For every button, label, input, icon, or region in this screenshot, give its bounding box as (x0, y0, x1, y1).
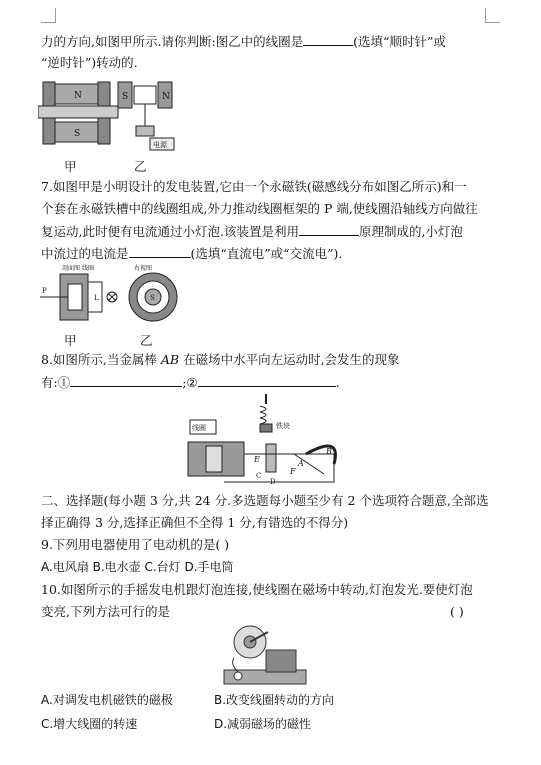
section2-heading-line-1: 二、选择题(每小题 3 分,共 24 分.多选题每小题至少有 2 个选项符合题意,全部选 (41, 493, 489, 508)
q6-answer-blank[interactable] (303, 33, 353, 46)
q6-line-1 (41, 33, 446, 50)
q9-stem: 9.下列用电器使用了电动机的是( ) (41, 537, 230, 552)
svg-text:右视图: 右视图 (134, 265, 153, 272)
q10-option-b[interactable]: B.改变线圈转动的方向 (214, 693, 335, 707)
svg-text:S: S (122, 92, 129, 102)
svg-text:P: P (42, 287, 47, 295)
svg-text:F: F (290, 467, 296, 476)
q9-options[interactable]: A.电风扇 B.电水壶 C.台灯 D.手电筒 (41, 560, 234, 574)
q10-line-1: 10.如图所示的手摇发电机跟灯泡连接,使线圈在磁场中转动,灯泡发光.要使灯泡 (41, 582, 473, 597)
q8-line-2 (41, 374, 340, 391)
q7-text-4b: (选填“直流电”或“交流电”). (190, 246, 343, 261)
q6-text-b: (选填“顺时针”或 (353, 34, 446, 49)
q7-fig-yi (129, 264, 177, 321)
svg-text:N: N (74, 91, 82, 101)
q7-line-1: 7.如图甲是小明设计的发电装置,它由一个永磁铁(磁感线分布如图乙所示)和一 (41, 179, 467, 194)
q8-text-a: 8.如图所示,当金属棒 (41, 352, 161, 367)
q7-fig-jia (40, 264, 117, 320)
q10-answer-paren[interactable]: ( ) (450, 604, 464, 619)
section2-heading-line-2: 择正确得 3 分,选择正确但不全得 1 分,有错选的不得分) (41, 515, 349, 530)
q10-line-2: 变亮,下列方法可行的是 (41, 604, 170, 619)
q8-text-2b: ;② (182, 375, 198, 390)
q6-fig-label-yi: 乙 (134, 159, 147, 174)
svg-text:E: E (254, 455, 260, 464)
q6-figure (38, 74, 188, 154)
q8-text-b: 在磁场中水平向左运动时,会发生的现象 (179, 352, 400, 367)
q10-option-c[interactable]: C.增大线圈的转速 (41, 717, 138, 731)
svg-text:C: C (256, 472, 262, 480)
q8-text-2a: 有:① (41, 375, 71, 390)
q7-fig-label-yi: 乙 (140, 333, 153, 348)
svg-text:S: S (150, 294, 155, 302)
q10-generator-figure (220, 620, 310, 690)
svg-text:A: A (298, 459, 304, 468)
svg-text:B: B (326, 447, 332, 456)
crop-mark-top-right (485, 8, 500, 23)
q6-text-a: 力的方向,如图甲所示.请你判断:图乙中的线圈是 (41, 34, 304, 49)
hand-crank-generator (224, 626, 306, 684)
q8-answer-blank-1[interactable] (70, 374, 182, 387)
q10-option-a[interactable]: A.对调发电机磁铁的磁极 (41, 693, 173, 707)
q8-apparatus (188, 394, 335, 486)
svg-text:剖面图: 剖面图 (62, 265, 81, 272)
svg-text:S: S (74, 129, 81, 139)
q7-answer-blank-1[interactable] (299, 223, 359, 236)
q8-text-2c: . (335, 375, 340, 390)
q7-line-4 (41, 245, 342, 262)
q8-line-1 (41, 352, 400, 368)
crop-mark-top-left (41, 8, 56, 23)
q6-fig-label-jia: 甲 (64, 159, 77, 174)
q6-fig-yi-motor (118, 82, 174, 150)
svg-text:电源: 电源 (153, 141, 167, 149)
q7-line-3 (41, 223, 463, 240)
q8-answer-blank-2[interactable] (198, 374, 336, 387)
q7-text-3a: 复运动,此时便有电流通过小灯泡.该装置是利用 (41, 224, 299, 239)
svg-text:N: N (162, 92, 170, 102)
q7-text-3b: 原理制成的,小灯泡 (358, 224, 463, 239)
svg-text:线圈: 线圈 (192, 424, 206, 432)
q6-fig-jia-magnet (38, 82, 118, 144)
q7-line-2: 个套在永磁铁槽中的线圈组成,外力推动线圈框架的 P 端,使线圈沿轴线方向做往 (41, 201, 478, 216)
q6-line-2: “逆时针”)转动的. (41, 55, 138, 70)
q7-answer-blank-2[interactable] (129, 245, 191, 258)
q10-option-d[interactable]: D.减弱磁场的磁性 (214, 717, 312, 731)
svg-text:铁块: 铁块 (276, 422, 290, 430)
svg-text:L: L (94, 294, 99, 302)
q8-rod-label: AB (160, 352, 180, 367)
q7-fig-label-jia: 甲 (64, 333, 77, 348)
q7-figure (38, 262, 188, 326)
q7-text-4a: 中流过的电流是 (41, 246, 129, 261)
svg-text:D: D (270, 478, 276, 486)
q8-figure (184, 394, 356, 490)
svg-text:线圈: 线圈 (82, 265, 95, 272)
